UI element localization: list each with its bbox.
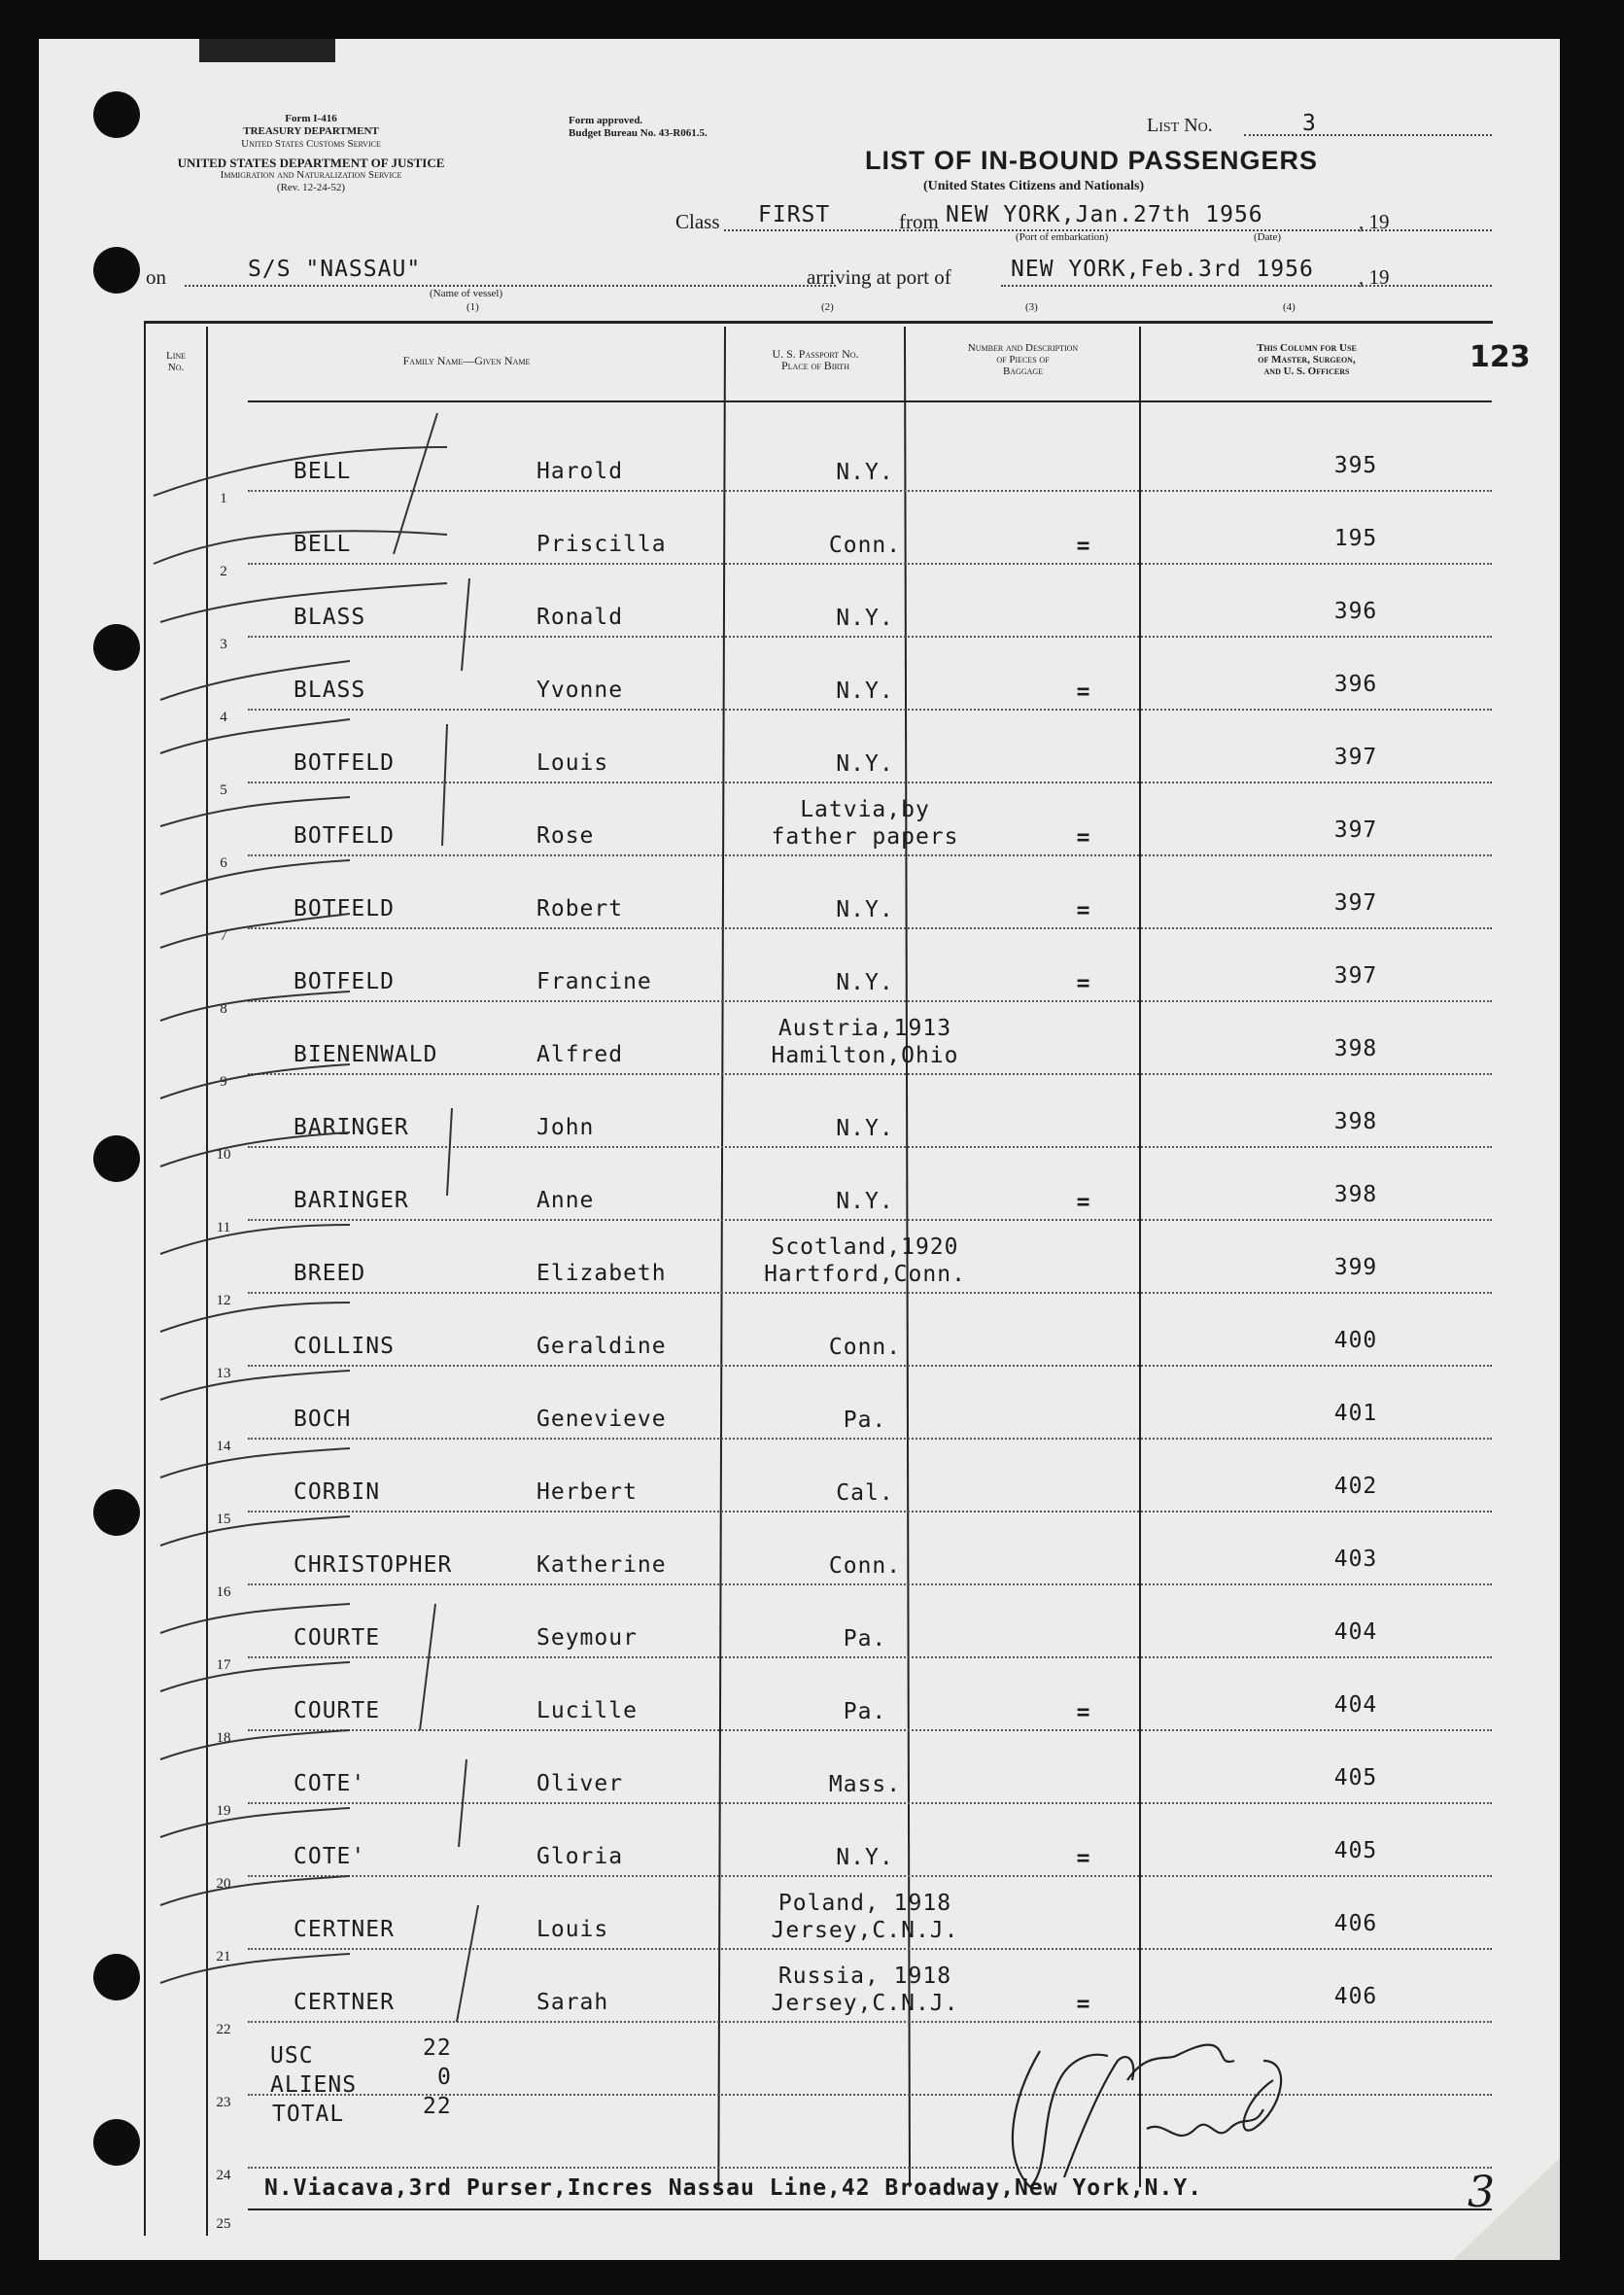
place-of-birth: N.Y.	[836, 897, 894, 922]
given-name: Rose	[536, 823, 595, 849]
family-name: CORBIN	[294, 1479, 381, 1505]
family-name: BREED	[294, 1261, 366, 1286]
given-name: Priscilla	[536, 532, 667, 557]
total-aliens-value: 0	[437, 2065, 452, 2090]
baggage-mark: =	[1076, 679, 1091, 705]
on-label: on	[146, 265, 166, 289]
manifest-page	[39, 39, 1560, 2260]
place-of-birth: Jersey,C.N.J.	[771, 1918, 959, 1943]
col-num-2: (2)	[821, 301, 834, 313]
family-name: CERTNER	[294, 1990, 395, 2015]
line-number: 11	[216, 1220, 231, 1235]
given-name: Louis	[536, 750, 609, 776]
officer-number: 405	[1333, 1838, 1378, 1863]
class-label: Class	[675, 210, 720, 233]
department-2: UNITED STATES DEPARTMENT OF JUSTICE	[177, 156, 445, 170]
place-of-birth: N.Y.	[836, 970, 894, 995]
list-no-label: List No.	[1147, 115, 1213, 136]
line-number: 15	[216, 1512, 231, 1527]
family-name: BOTFELD	[294, 969, 395, 994]
place-of-birth: Conn.	[828, 1335, 902, 1360]
place-of-birth: Conn.	[828, 1553, 902, 1579]
place-of-birth: Jersey,C.N.J.	[771, 1991, 959, 2016]
baggage-mark: =	[1076, 1846, 1091, 1871]
place-of-birth: Hamilton,Ohio	[771, 1043, 959, 1068]
line-number: 13	[216, 1366, 231, 1381]
vessel-caption: (Name of vessel)	[430, 288, 503, 299]
total-total-label: TOTAL	[272, 2102, 345, 2127]
officer-number: 404	[1333, 1692, 1378, 1718]
officer-number: 398	[1333, 1182, 1378, 1207]
baggage-mark: =	[1076, 898, 1091, 923]
given-name: Herbert	[536, 1479, 638, 1505]
officer-number: 397	[1333, 817, 1378, 843]
officer-number: 396	[1333, 599, 1378, 624]
place-of-birth: N.Y.	[836, 678, 894, 704]
place-of-birth: N.Y.	[836, 460, 894, 485]
family-name: CHRISTOPHER	[294, 1552, 453, 1578]
officer-number: 397	[1333, 745, 1378, 770]
col-num-1: (1)	[466, 301, 479, 313]
officer-number: 397	[1333, 963, 1378, 989]
place-of-birth: Scotland,1920	[771, 1234, 959, 1260]
officer-number: 403	[1333, 1547, 1378, 1572]
place-of-birth: Latvia,by	[800, 797, 930, 822]
line-number: 8	[220, 1001, 227, 1017]
total-aliens-label: ALIENS	[270, 2072, 358, 2098]
class-value: FIRST	[758, 202, 831, 227]
line-number: 17	[216, 1657, 231, 1673]
family-name: BELL	[294, 459, 352, 484]
col-header-passport: U. S. Passport No. Place of Birth	[772, 347, 859, 372]
officer-number: 398	[1333, 1109, 1378, 1134]
page-number: 123	[1469, 340, 1531, 374]
given-name: Yvonne	[536, 678, 624, 703]
line-number: 18	[216, 1730, 231, 1746]
corner-number: 3	[1468, 2168, 1495, 2217]
officer-number: 405	[1333, 1765, 1378, 1791]
family-name: BIENENWALD	[294, 1042, 438, 1067]
line-number: 12	[216, 1293, 231, 1308]
col-header-line-no: Line No.	[165, 350, 187, 373]
place-of-birth: Hartford,Conn.	[764, 1262, 966, 1287]
baggage-mark: =	[1076, 534, 1091, 559]
given-name: Ronald	[536, 605, 624, 630]
officer-number: 401	[1333, 1401, 1378, 1426]
line-number: 24	[216, 2168, 231, 2183]
total-total-value: 22	[423, 2094, 452, 2119]
footer-purser: N.Viacava,3rd Purser,Incres Nassau Line,42 Broadway,New York,N.Y.	[264, 2175, 1203, 2201]
place-of-birth: N.Y.	[836, 751, 894, 777]
officer-number: 404	[1333, 1619, 1378, 1645]
place-of-birth: Cal.	[836, 1480, 894, 1506]
line-number: 19	[216, 1803, 231, 1819]
form-approved: Form approved.	[569, 115, 643, 126]
line-number: 23	[216, 2095, 231, 2110]
total-usc-label: USC	[270, 2043, 314, 2069]
revision: (Rev. 12-24-52)	[276, 182, 346, 193]
baggage-mark: =	[1076, 825, 1091, 851]
col-num-3: (3)	[1025, 301, 1038, 313]
given-name: Katherine	[536, 1552, 667, 1578]
vessel-value: S/S "NASSAU"	[248, 257, 422, 282]
given-name: Robert	[536, 896, 624, 921]
place-of-birth: Pa.	[843, 1699, 887, 1724]
line-number: 22	[216, 2022, 231, 2037]
family-name: BELL	[294, 532, 352, 557]
place-of-birth: N.Y.	[836, 606, 894, 631]
page-subtitle: (United States Citizens and Nationals)	[923, 179, 1145, 193]
given-name: Genevieve	[536, 1407, 667, 1432]
given-name: Harold	[536, 459, 624, 484]
officer-number: 195	[1333, 526, 1378, 551]
given-name: Seymour	[536, 1625, 638, 1651]
col-num-4: (4)	[1283, 301, 1296, 313]
department: TREASURY DEPARTMENT	[243, 125, 379, 137]
family-name: COTE'	[294, 1771, 366, 1796]
given-name: Francine	[536, 969, 652, 994]
footer-rule	[248, 2208, 1492, 2210]
line-number: 3	[220, 637, 227, 652]
family-name: BLASS	[294, 678, 366, 703]
line-number: 5	[220, 782, 227, 798]
place-of-birth: Poland, 1918	[777, 1891, 952, 1916]
place-of-birth: N.Y.	[836, 1189, 894, 1214]
line-number: 20	[216, 1876, 231, 1892]
date-caption-1: (Date)	[1254, 231, 1282, 243]
page-title: LIST OF IN-BOUND PASSENGERS	[865, 146, 1319, 175]
baggage-mark: =	[1076, 1992, 1091, 2017]
arriving-label: arriving at port of	[807, 265, 951, 289]
place-of-birth: N.Y.	[836, 1116, 894, 1141]
year-suffix-2: , 19	[1359, 265, 1390, 289]
place-of-birth: father papers	[771, 824, 959, 850]
given-name: Elizabeth	[536, 1261, 667, 1286]
family-name: CERTNER	[294, 1917, 395, 1942]
given-name: Gloria	[536, 1844, 624, 1869]
col-header-officers: This Column for Use of Master, Surgeon, and U. S. Officers	[1257, 342, 1357, 377]
place-of-birth: Austria,1913	[777, 1016, 952, 1041]
family-name: BOTFELD	[294, 896, 395, 921]
line-number: 7	[220, 928, 227, 944]
baggage-mark: =	[1076, 1700, 1091, 1725]
officer-number: 406	[1333, 1911, 1378, 1936]
given-name: Sarah	[536, 1990, 609, 2015]
port-embarkation-caption: (Port of embarkation)	[1016, 231, 1109, 243]
place-of-birth: Pa.	[843, 1408, 887, 1433]
baggage-mark: =	[1076, 1190, 1091, 1215]
line-number: 9	[220, 1074, 227, 1090]
col-header-name: Family Name—Given Name	[402, 354, 531, 367]
from-label: from	[899, 210, 939, 233]
list-no-value: 3	[1302, 111, 1317, 136]
line-number: 2	[220, 564, 227, 579]
line-number: 1	[220, 491, 227, 506]
line-number: 25	[216, 2216, 231, 2232]
family-name: BOTFELD	[294, 750, 395, 776]
embarkation-value: NEW YORK,Jan.27th 1956	[946, 202, 1263, 227]
budget-bureau: Budget Bureau No. 43-R061.5.	[569, 127, 708, 139]
officer-number: 400	[1333, 1328, 1378, 1353]
given-name: Anne	[536, 1188, 595, 1213]
service: United States Customs Service	[241, 138, 381, 150]
place-of-birth: Conn.	[828, 533, 902, 558]
family-name: COTE'	[294, 1844, 366, 1869]
family-name: BOTFELD	[294, 823, 395, 849]
family-name: COLLINS	[294, 1334, 395, 1359]
family-name: BOCH	[294, 1407, 352, 1432]
form-number: Form I-416	[285, 113, 337, 124]
place-of-birth: Russia, 1918	[777, 1964, 952, 1989]
total-usc-value: 22	[423, 2035, 452, 2061]
given-name: John	[536, 1115, 595, 1140]
officer-number: 406	[1333, 1984, 1378, 2009]
place-of-birth: N.Y.	[836, 1845, 894, 1870]
line-number: 6	[220, 855, 227, 871]
family-name: BARINGER	[294, 1188, 409, 1213]
family-name: COURTE	[294, 1625, 381, 1651]
line-number: 10	[216, 1147, 231, 1163]
service-2: Immigration and Naturalization Service	[220, 169, 402, 181]
place-of-birth: Mass.	[828, 1772, 902, 1797]
arrival-value: NEW YORK,Feb.3rd 1956	[1011, 257, 1314, 282]
family-name: BLASS	[294, 605, 366, 630]
given-name: Alfred	[536, 1042, 624, 1067]
line-number: 16	[216, 1584, 231, 1600]
officer-number: 402	[1333, 1474, 1378, 1499]
family-name: BARINGER	[294, 1115, 409, 1140]
line-number: 4	[220, 710, 227, 725]
given-name: Louis	[536, 1917, 609, 1942]
officer-number: 397	[1333, 890, 1378, 916]
baggage-mark: =	[1076, 971, 1091, 996]
officer-number: 399	[1333, 1255, 1378, 1280]
line-number: 21	[216, 1949, 231, 1965]
line-number: 14	[216, 1439, 231, 1454]
place-of-birth: Pa.	[843, 1626, 887, 1652]
year-suffix-1: , 19	[1359, 210, 1390, 233]
handwriting-strokes	[39, 39, 1560, 2260]
officer-number: 398	[1333, 1036, 1378, 1061]
given-name: Lucille	[536, 1698, 638, 1723]
given-name: Geraldine	[536, 1334, 667, 1359]
col-header-baggage: Number and Description of Pieces of Baggage	[967, 342, 1079, 377]
officer-number: 395	[1333, 453, 1378, 478]
given-name: Oliver	[536, 1771, 624, 1796]
family-name: COURTE	[294, 1698, 381, 1723]
officer-number: 396	[1333, 672, 1378, 697]
